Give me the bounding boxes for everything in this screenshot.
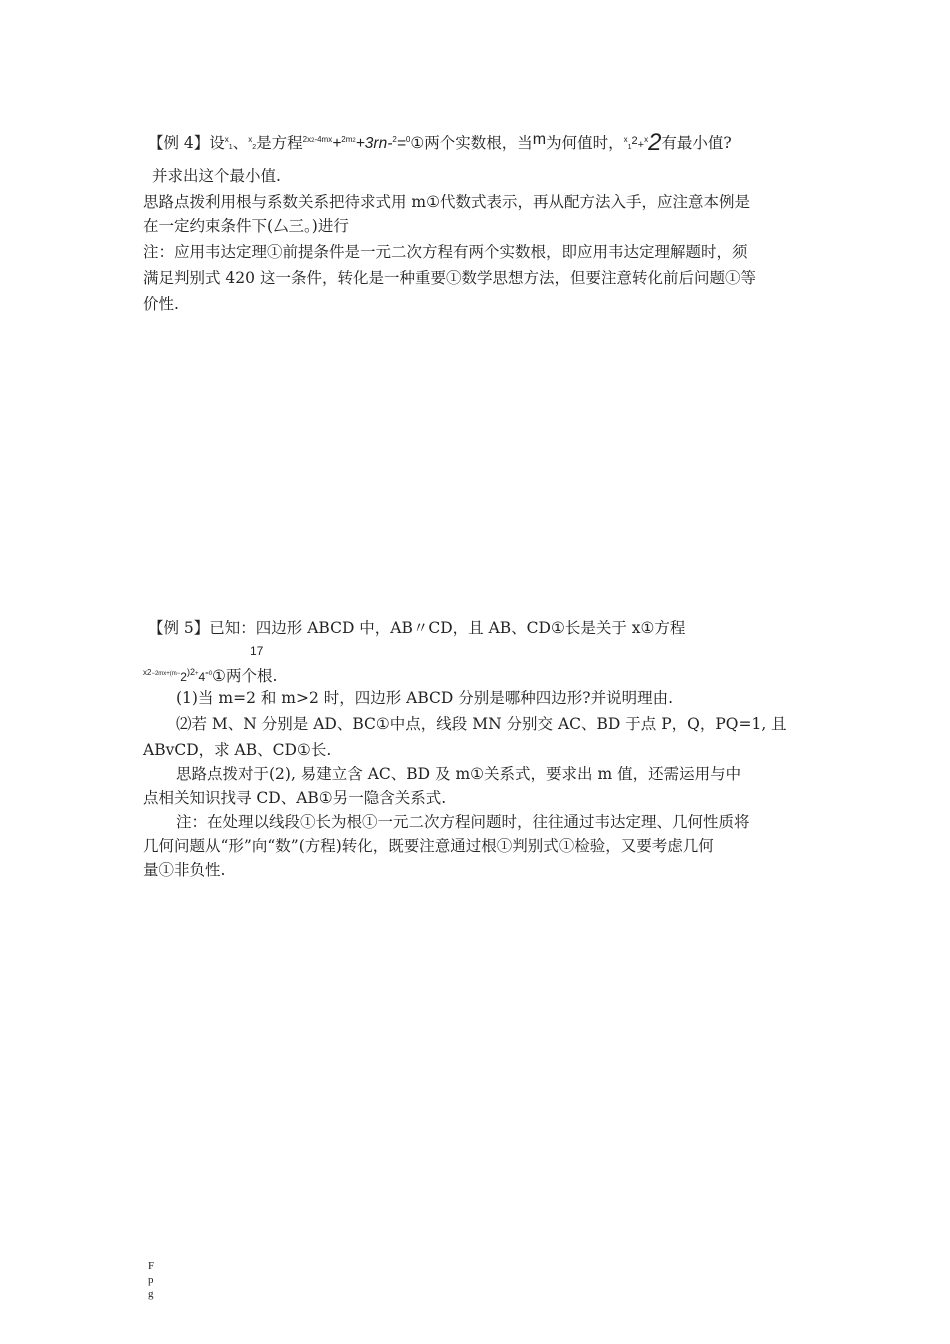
ex4-note-line3: 价性. (143, 295, 179, 313)
var-x1-sub: 1 (228, 144, 233, 152)
var-x2-sub: 2 (252, 144, 257, 152)
ex5-hint-line1: 思路点拨对于(2), 易建立含 AC、BD 及 m①关系式，要求出 m 值，还需运用与中 (176, 765, 742, 783)
eq-part: )2 (186, 667, 195, 677)
ex4-problem-line1 (148, 128, 732, 160)
ex5-question2-line2: ABvCD，求 AB、CD①长. (143, 741, 332, 759)
ex5-problem-line1: 【例 5】已知：四边形 ABCD 中，AB〃CD，且 AB、CD①长是关于 x①方程 (148, 619, 686, 637)
text-part: ①两个实数根，当 (410, 134, 533, 153)
text-part: 有最小值? (661, 134, 732, 153)
var-x1: x (623, 135, 628, 144)
ex5-hint-line2: 点相关知识找寻 CD、AB①另一隐含关系式. (143, 789, 447, 807)
var-x2: x (248, 135, 253, 144)
ex5-equation-line (143, 660, 277, 689)
ex4-problem-line2: 并求出这个最小值. (152, 167, 281, 185)
footer-char-f: F (148, 1260, 155, 1272)
eq-part: + (195, 671, 199, 677)
ex4-hint-line1: 思路点拨利用根与系数关系把待求式用 m①代数式表示，再从配方法入手，应注意本例是 (143, 193, 751, 211)
ex4-note-line1: 注：应用韦达定理①前提条件是一元二次方程有两个实数根，即应用韦达定理解题时，须 (143, 243, 748, 261)
ex5-note-line2: 几何问题从“形”向“数”(方程)转化，既要注意通过根①判别式①检验，又要考虑几何 (143, 837, 714, 855)
eq-part: = (396, 135, 406, 153)
eq-part: x2 (143, 668, 152, 677)
sep: 、 (232, 134, 249, 153)
plus: + (637, 139, 645, 152)
exponent: 2 (631, 135, 638, 148)
ex4-hint-line2: 在一定约束条件下(厶三。)进行 (143, 217, 349, 235)
eq-part: 2 (392, 135, 397, 144)
eq-part: 2 (180, 670, 187, 685)
ex4-note-line2: 满足判别式 420 这一条件，转化是一种重要①数学思想方法，但要注意转化前后问题①等 (143, 269, 756, 287)
eq-part: 2m (341, 135, 353, 144)
ex5-note-line3: 量①非负性. (143, 861, 226, 879)
ex5-question1: (1)当 m=2 和 m>2 时，四边形 ABCD 分别是哪种四边形?并说明理由. (176, 689, 674, 707)
var-x1-sub: 1 (627, 144, 632, 152)
eq-part: 2x (302, 135, 312, 144)
ex5-note-line1: 注：在处理以线段①长为根①一元二次方程问题时，往往通过韦达定理、几何性质将 (176, 813, 750, 831)
eq-part: =0 (205, 671, 213, 677)
ex5-number-17: 17 (250, 644, 264, 658)
text-fangcheng: 是方程 (256, 134, 303, 153)
footer-char-p: p (148, 1274, 154, 1286)
var-m: m (532, 131, 547, 149)
eq-part: -4mx (314, 135, 333, 144)
footer-char-g: g (148, 1288, 154, 1300)
eq-part: 2 (352, 138, 356, 144)
text-part: 为何值时， (546, 134, 624, 153)
var-x: x (644, 135, 649, 144)
var-x1: x (224, 135, 229, 144)
ex5-question2-line1: ⑵若 M、N 分别是 AD、BC①中点，线段 MN 分别交 AC、BD 于点 P，Q，PQ=1, 且 (176, 715, 787, 733)
text-part: ①两个根. (212, 667, 278, 686)
eq-part: 0 (405, 135, 411, 144)
ex4-label: 【例 4】设 (148, 134, 225, 153)
eq-part: +3rn- (355, 135, 393, 153)
eq-part: 2 (311, 138, 315, 144)
eq-part: 4 (198, 670, 206, 685)
eq-part: + (332, 135, 342, 153)
eq-part: −2mx+(m− (151, 671, 181, 677)
big-two: 2 (648, 129, 662, 157)
